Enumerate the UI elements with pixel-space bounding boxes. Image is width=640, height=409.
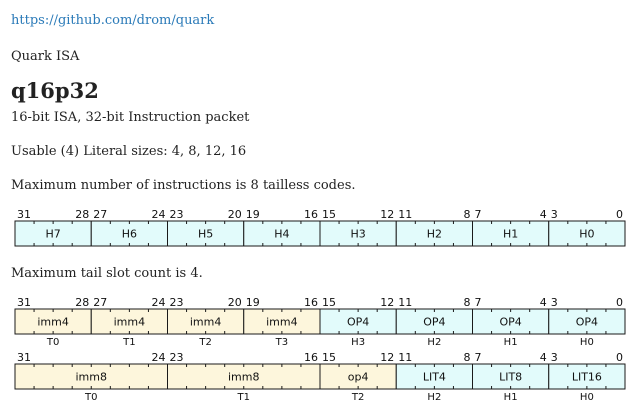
bit-lsb-label: 28 [75, 296, 90, 309]
field-name: imm8 [75, 370, 107, 384]
field-name: imm8 [228, 370, 260, 384]
bit-msb-label: 7 [474, 296, 482, 309]
bit-msb-label: 27 [93, 296, 108, 309]
bit-lsb-label: 16 [304, 351, 318, 364]
bit-lsb-label: 16 [304, 208, 318, 221]
bit-lsb-label: 24 [151, 296, 166, 309]
slot-label: T1 [123, 337, 136, 348]
bit-lsb-label: 8 [463, 208, 471, 221]
bit-msb-label: 11 [398, 208, 413, 221]
bit-lsb-label: 16 [304, 296, 318, 309]
section-heading: Quark ISA [11, 49, 80, 64]
field-name: OP4 [499, 315, 522, 329]
bit-msb-label: 3 [550, 351, 558, 364]
field-name: H6 [121, 227, 138, 241]
bit-msb-label: 3 [550, 296, 558, 309]
slot-label: H2 [427, 337, 442, 348]
field-name: LIT8 [499, 370, 523, 384]
slot-label: H1 [503, 337, 518, 348]
subtitle: 16-bit ISA, 32-bit Instruction packet [11, 110, 250, 125]
slot-label: H3 [351, 337, 366, 348]
bit-lsb-label: 24 [151, 351, 166, 364]
bit-lsb-label: 8 [463, 296, 471, 309]
literal-sizes-text: Usable (4) Literal sizes: 4, 8, 12, 16 [11, 144, 247, 159]
field-name: H7 [45, 227, 61, 241]
tail-imm8-register [0, 349, 640, 409]
bit-msb-label: 19 [245, 296, 260, 309]
bit-lsb-label: 20 [227, 296, 242, 309]
field-name: OP4 [346, 315, 370, 329]
field-name: imm4 [37, 315, 69, 329]
slot-label: H1 [503, 392, 518, 403]
bit-lsb-label: 4 [539, 351, 547, 364]
bit-msb-label: 31 [17, 351, 31, 364]
bit-msb-label: 19 [245, 208, 260, 221]
bit-lsb-label: 24 [151, 208, 166, 221]
slot-label: T2 [199, 337, 212, 348]
bit-lsb-label: 4 [539, 296, 547, 309]
bit-msb-label: 31 [17, 296, 31, 309]
field-name: LIT16 [571, 370, 602, 384]
field-name: H2 [426, 227, 443, 241]
bit-lsb-label: 12 [380, 208, 395, 221]
bit-msb-label: 7 [474, 208, 482, 221]
field-name: H5 [197, 227, 214, 241]
bit-msb-label: 23 [169, 296, 184, 309]
slot-label: H2 [427, 392, 442, 403]
bit-lsb-label: 12 [380, 351, 395, 364]
max-instructions-text: Maximum number of instructions is 8 tailless codes. [11, 178, 356, 193]
bit-msb-label: 31 [17, 208, 31, 221]
slot-label: T0 [46, 337, 60, 348]
slot-label: T0 [85, 392, 98, 403]
bit-msb-label: 15 [322, 208, 336, 221]
field-name: OP4 [575, 315, 599, 329]
field-name: H3 [350, 227, 366, 241]
repo-link[interactable]: https://github.com/drom/quark [11, 13, 215, 28]
page-title: q16p32 [11, 78, 99, 103]
bit-msb-label: 23 [169, 208, 184, 221]
bit-msb-label: 11 [398, 296, 413, 309]
slot-label: T2 [351, 392, 365, 403]
bit-msb-label: 15 [322, 351, 336, 364]
instruction-packet-register [0, 206, 640, 251]
field-name: OP4 [423, 315, 446, 329]
bit-lsb-label: 4 [539, 208, 547, 221]
bit-lsb-label: 12 [380, 296, 395, 309]
bit-lsb-label: 20 [227, 208, 242, 221]
field-name: imm4 [113, 315, 146, 329]
max-tail-text: Maximum tail slot count is 4. [11, 266, 203, 281]
bit-lsb-label: 0 [616, 296, 623, 309]
field-name: H0 [579, 227, 595, 241]
bit-lsb-label: 0 [616, 351, 623, 364]
slot-label: T1 [237, 392, 250, 403]
bit-msb-label: 11 [398, 351, 413, 364]
bit-msb-label: 7 [474, 351, 482, 364]
slot-label: H0 [579, 392, 594, 403]
bit-lsb-label: 0 [616, 208, 623, 221]
field-name: imm4 [189, 315, 222, 329]
field-name: op4 [347, 370, 369, 384]
slot-label: T3 [275, 337, 289, 348]
bit-msb-label: 27 [93, 208, 108, 221]
tail-imm4-register [0, 294, 640, 350]
field-name: H1 [502, 227, 519, 241]
field-name: H4 [274, 227, 290, 241]
bit-lsb-label: 8 [463, 351, 471, 364]
field-name: LIT4 [422, 370, 446, 384]
bit-msb-label: 15 [322, 296, 336, 309]
bit-msb-label: 3 [550, 208, 558, 221]
slot-label: H0 [579, 337, 594, 348]
bit-msb-label: 23 [169, 351, 184, 364]
field-name: imm4 [266, 315, 298, 329]
bit-lsb-label: 28 [75, 208, 90, 221]
